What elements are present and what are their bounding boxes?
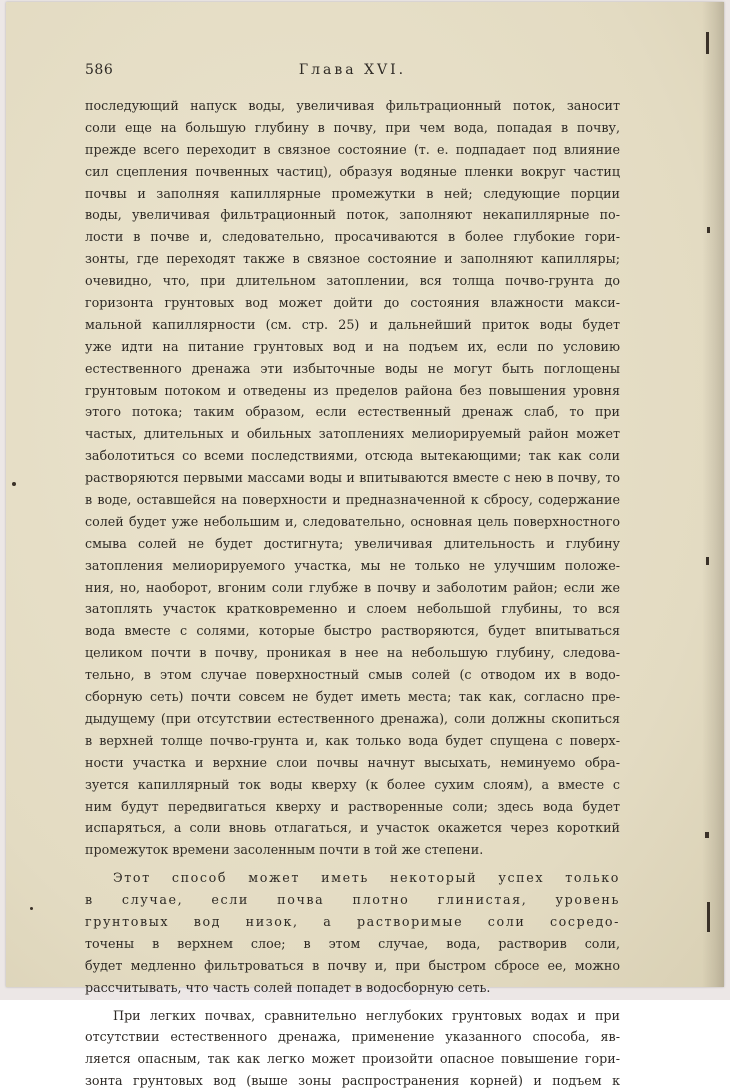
text-line: уже идти на питание грунтовых вод и на подъем их, если по условию [85, 338, 620, 354]
text-line: ляется опасным, так как легко может произойти опасное повышение гори- [85, 1051, 620, 1067]
text-line: При легких почвах, сравнительно неглубоких грунтовых водах и при [113, 1007, 620, 1023]
text-line: рассчитывать, что часть солей попадет в водосборную сеть. [85, 979, 491, 995]
page-number: 586 [85, 62, 114, 78]
text-line: смыва солей не будет достигнута; увеличивая длительность и глубину [85, 535, 620, 551]
binding-mark [707, 227, 710, 233]
text-line: целиком почти в почву, проникая в нее на небольшую глубину, следова- [85, 645, 620, 661]
text-line: зонта грунтовых вод (выше зоны распространения корней) и подъем к [85, 1073, 620, 1089]
text-line: горизонта грунтовых вод может дойти до состояния влажности макси- [85, 295, 620, 311]
binding-mark [706, 557, 709, 565]
body-text [85, 95, 620, 1092]
text-line: почвы и заполняя капиллярные промежутки в ней; следующие порции [85, 185, 620, 201]
text-line: ния, но, наоборот, вгоним соли глубже в почву и заболотим район; если же [85, 579, 620, 595]
text-line: зонты, где переходят также в связное состояние и заполняют капилляры; [85, 251, 620, 267]
text-line: вода вместе с солями, которые быстро растворяются, будет впитываться [85, 623, 620, 639]
binding-mark [705, 832, 709, 838]
text-line: соли еще на большую глубину в почву, при чем вода, попадая в почву, [85, 119, 620, 135]
text-line: лости в почве и, следовательно, просачиваются в более глубокие гори- [85, 229, 620, 245]
text-line: в воде, оставшейся на поверхности и предназначенной к сбросу, содержание [85, 492, 620, 508]
text-line: грунтовых вод низок, а растворимые соли сосредо- [85, 913, 620, 929]
text-line: промежуток времени засоленным почти в той же степени. [85, 842, 484, 858]
ink-speck [30, 907, 33, 910]
text-line: растворяются первыми массами воды и впитываются вместе с нею в почву, то [85, 470, 620, 486]
text-line: в верхней толще почво-грунта и, как только вода будет спущена с поверх- [85, 732, 620, 748]
text-line: отсутствии естественного дренажа, применение указанного способа, яв- [85, 1029, 620, 1045]
text-line: частых, длительных и обильных затоплениях мелиорируемый район может [85, 426, 620, 442]
ink-speck [12, 482, 16, 486]
text-line: затоплять участок кратковременно и слоем небольшой глубины, то вся [85, 601, 620, 617]
binding-mark [706, 32, 709, 54]
text-line: будет медленно фильтроваться в почву и, при быстром сбросе ее, можно [85, 957, 620, 973]
paragraph [85, 95, 620, 861]
text-line: последующий напуск воды, увеличивая фильтрационный поток, заносит [85, 98, 620, 113]
text-line: естественного дренажа эти избыточные воды не могут быть поглощены [85, 360, 620, 376]
text-line: точены в верхнем слое; в этом случае, вода, растворив соли, [85, 935, 620, 951]
text-line: дыдущему (при отсутствии естественного дренажа), соли должны скопиться [85, 710, 620, 726]
text-line: сборную сеть) почти совсем не будет иметь места; так как, согласно пре- [85, 689, 620, 705]
text-line: в случае, если почва плотно глинистая, уровень [85, 892, 620, 908]
paragraph [85, 1005, 620, 1092]
text-line: грунтовым потоком и отведены из пределов района без повышения уровня [85, 382, 620, 398]
text-line: зуется капиллярный ток воды кверху (к более сухим слоям), а вместе с [85, 776, 620, 792]
text-line: ности участка и верхние слои почвы начнут высыхать, неминуемо обра- [85, 754, 620, 770]
running-head: Глава XVI. [298, 62, 407, 78]
text-line: прежде всего переходит в связное состояние (т. е. подпадает под влияние [85, 141, 620, 157]
text-line: испаряться, а соли вновь отлагаться, и участок окажется через короткий [85, 820, 620, 836]
text-line: очевидно, что, при длительном затоплении, вся толща почво-грунта до [85, 273, 620, 289]
binding-mark [707, 902, 710, 932]
text-line: ним будут передвигаться кверху и растворенные соли; здесь вода будет [85, 798, 620, 814]
text-line: заболотиться со всеми последствиями, отсюда вытекающими; так как соли [85, 448, 620, 464]
text-line: Этот способ может иметь некоторый успех только [113, 870, 620, 886]
paragraph [85, 867, 620, 998]
text-line: воды, увеличивая фильтрационный поток, заполняют некапиллярные по- [85, 207, 620, 223]
text-line: этого потока; таким образом, если естественный дренаж слаб, то при [85, 404, 620, 420]
text-line: сил сцепления почвенных частиц), образуя водяные пленки вокруг частиц [85, 163, 620, 179]
text-line: солей будет уже небольшим и, следовательно, основная цель поверхностного [85, 513, 620, 529]
text-line: затопления мелиорируемого участка, мы не только не улучшим положе- [85, 557, 620, 573]
page-edge-shadow [702, 2, 724, 987]
text-line: мальной капиллярности (см. стр. 25) и дальнейший приток воды будет [85, 316, 620, 332]
page-header [85, 62, 620, 86]
text-line: тельно, в этом случае поверхностный смыв солей (с отводом их в водо- [85, 667, 620, 683]
